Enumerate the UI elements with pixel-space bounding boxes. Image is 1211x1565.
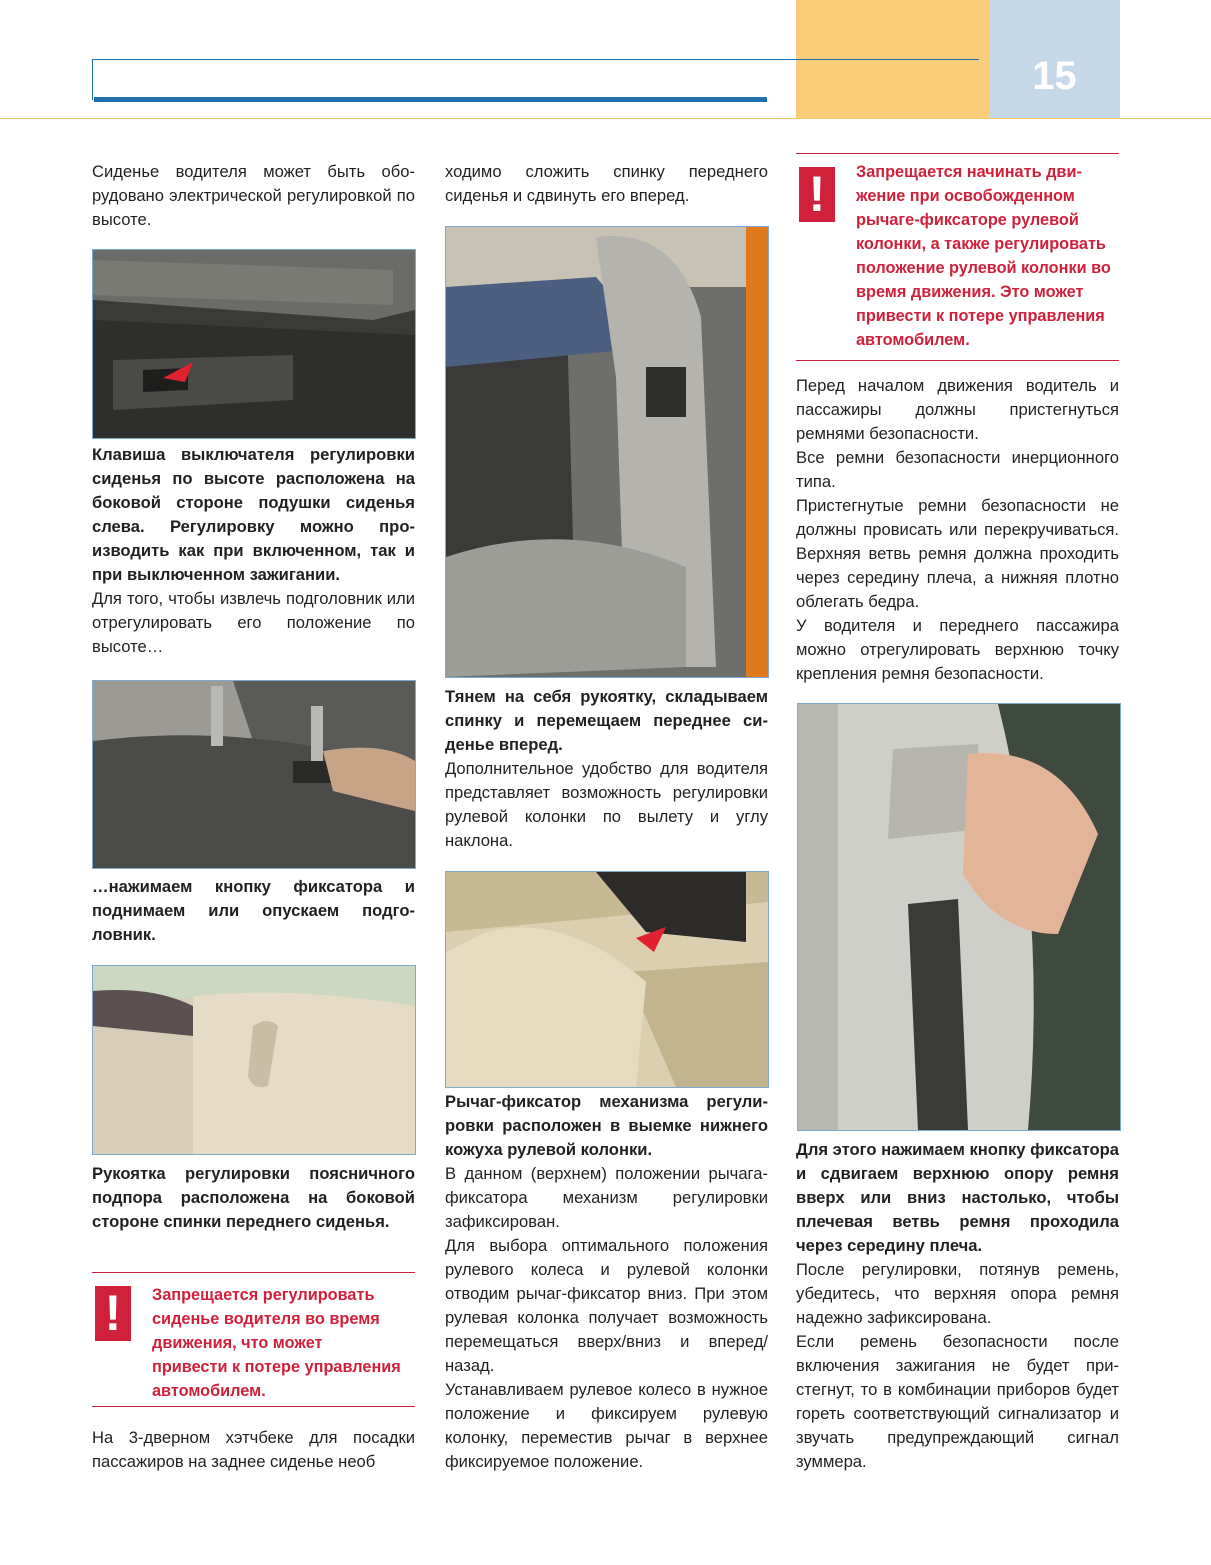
col1-text-block-3	[92, 1162, 415, 1234]
col1-text-block-1	[92, 443, 415, 659]
photo-steering-lever	[445, 871, 769, 1088]
header-rule-vertical	[92, 59, 93, 100]
warning-box-steering	[796, 153, 1119, 361]
col3-paragraph-2: Все ремни безопасности инерционного типа.	[796, 448, 1119, 491]
col1-intro-block	[92, 160, 415, 232]
col2-steering-text: Дополнительное удобство для водителя представляет возможность регулировки рулевой колонки по вылету и углу наклона.	[445, 759, 768, 850]
photo-fold-seatback	[445, 226, 769, 678]
photo-lumbar-caption: Рукоятка регулировки поясничного подпора расположена на боковой стороне спинки переднего сиденья.	[92, 1164, 415, 1231]
col2-paragraph-3: Устанавливаем рулевое колесо в нужное положение и фиксируем рулевую колонку, переместив рычаг в верхнее фиксируемое положение.	[445, 1380, 768, 1471]
col3-paragraph-3: Пристегнутые ремни безопасности не должны провисать или перекручиваться. Верхняя ветвь ремня должна проходить через середину плеча, а нижняя плотно облегать бедра.	[796, 496, 1119, 611]
col1-headrest-text: Для того, чтобы извлечь подголовник или отрегулировать его положение по высоте…	[92, 589, 415, 656]
photo-seat-height-caption: Клавиша выключателя регулировки сиденья по высоте расположена на боковой стороне подушки сиденья слева. Регулировку можно производить как при включенном, так и при выключенном зажигании.	[92, 445, 415, 584]
photo-seat-height-switch	[92, 249, 416, 439]
warning-box-seat	[92, 1272, 415, 1407]
col2-text-block-1	[445, 685, 768, 853]
photo-headrest-caption: …нажимаем кнопку фиксатора и поднимаем или опускаем подголовник.	[92, 877, 415, 944]
col2-paragraph-2: Для выбора оптимального положения рулевого колеса и рулевой колонки отводим рычаг-фиксатор вниз. При этом рулевая колонка получает возможность перемещаться вверх/вниз и вперед/назад.	[445, 1236, 768, 1375]
photo-seatbelt-caption: Для этого нажимаем кнопку фиксатора и сдвигаем верхнюю опору ремня вверх или вниз настолько, чтобы плечевая ветвь ремня проходила через середину плеча.	[796, 1140, 1119, 1255]
col1-outro: На 3-дверном хэтчбеке для посадки пассажиров на заднее сиденье необ	[92, 1428, 415, 1471]
col1-outro-block	[92, 1426, 415, 1474]
photo-seatbelt-anchor	[797, 703, 1121, 1131]
header-rule-thick	[94, 97, 767, 102]
photo-lumbar-handle	[92, 965, 416, 1155]
warning-icon: !	[95, 1286, 131, 1341]
page-number: 15	[1032, 54, 1077, 98]
warning-steering-text: Запрещается начинать движение при освобожденном рычаге-фиксаторе рулевой колонки, а также регулировать положение рулевой колонки во время движения. Это может привести к потере управления автомобилем.	[856, 163, 1111, 349]
warning-seat-text: Запрещается регулировать сиденье водителя во время движения, что может привести к потере управления автомобилем.	[152, 1286, 401, 1400]
col2-paragraph-1: В данном (верхнем) положении рычага-фиксатора механизм регулировки зафиксирован.	[445, 1164, 768, 1231]
col3-text-block-1	[796, 374, 1119, 686]
col1-intro: Сиденье водителя может быть оборудовано электрической регулировкой по высоте.	[92, 162, 415, 229]
col3-text-block-2	[796, 1138, 1119, 1474]
col2-text-block-2	[445, 1090, 768, 1474]
col3-paragraph-1: Перед началом движения водитель и пассажиры должны пристегнуться ремнями безопасности.	[796, 376, 1119, 443]
col1-text-block-2	[92, 875, 415, 947]
col3-paragraph-4: У водителя и переднего пассажира можно отрегулировать верхнюю точку крепления ремня безопасности.	[796, 616, 1119, 683]
col3-paragraph-6: Если ремень безопасности после включения зажигания не будет пристегнут, то в комбинации приборов будет гореть соответствующий сигнализатор и звучать предупреждающий сигнал зуммера.	[796, 1332, 1119, 1471]
col3-paragraph-5: После регулировки, потянув ремень, убедитесь, что верхняя опора ремня надежно зафиксирована.	[796, 1260, 1119, 1327]
header-rule-thin	[92, 59, 979, 60]
header-base-line	[0, 118, 1211, 119]
photo-steering-lever-caption: Рычаг-фиксатор механизма регулировки расположен в выемке нижнего кожуха рулевой колонки.	[445, 1092, 768, 1159]
photo-fold-seatback-caption: Тянем на себя рукоятку, складываем спинку и перемещаем переднее сиденье вперед.	[445, 687, 768, 754]
photo-headrest-button	[92, 680, 416, 869]
col2-intro: ходимо сложить спинку переднего сиденья и сдвинуть его вперед.	[445, 162, 768, 205]
col2-intro-block	[445, 160, 768, 208]
warning-icon: !	[799, 167, 835, 222]
